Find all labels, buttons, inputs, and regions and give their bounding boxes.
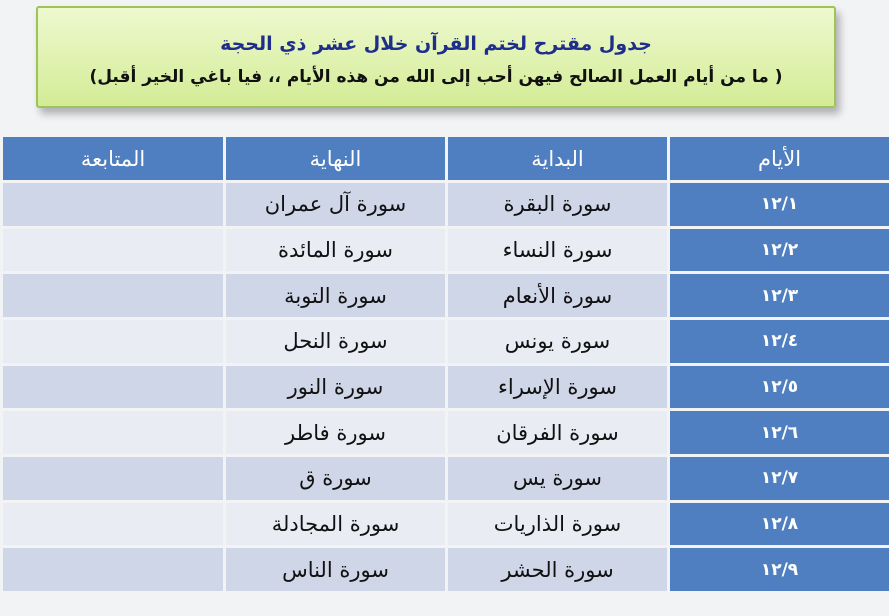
day-cell: ١٢/٤ bbox=[670, 320, 889, 363]
table-row bbox=[3, 411, 889, 454]
followup-cell[interactable] bbox=[3, 320, 223, 363]
day-cell: ١٢/٩ bbox=[670, 548, 889, 591]
day-cell: ١٢/٦ bbox=[670, 411, 889, 454]
start-cell: سورة الإسراء bbox=[448, 366, 667, 409]
start-cell: سورة الأنعام bbox=[448, 274, 667, 317]
day-cell: ١٢/٥ bbox=[670, 366, 889, 409]
day-cell: ١٢/٨ bbox=[670, 503, 889, 546]
followup-cell[interactable] bbox=[3, 457, 223, 500]
followup-cell[interactable] bbox=[3, 229, 223, 272]
end-cell: سورة ق bbox=[226, 457, 445, 500]
start-cell: سورة يس bbox=[448, 457, 667, 500]
header-followup: المتابعة bbox=[3, 137, 223, 180]
start-cell: سورة الذاريات bbox=[448, 503, 667, 546]
day-cell: ١٢/٢ bbox=[670, 229, 889, 272]
header-start: البداية bbox=[448, 137, 667, 180]
followup-cell[interactable] bbox=[3, 183, 223, 226]
end-cell: سورة المائدة bbox=[226, 229, 445, 272]
table-row bbox=[3, 457, 889, 500]
title-banner bbox=[36, 6, 836, 108]
start-cell: سورة النساء bbox=[448, 229, 667, 272]
end-cell: سورة النور bbox=[226, 366, 445, 409]
day-cell: ١٢/١ bbox=[670, 183, 889, 226]
start-cell: سورة الحشر bbox=[448, 548, 667, 591]
followup-cell[interactable] bbox=[3, 503, 223, 546]
followup-cell[interactable] bbox=[3, 274, 223, 317]
header-days: الأيام bbox=[670, 137, 889, 180]
day-cell: ١٢/٧ bbox=[670, 457, 889, 500]
banner-title: جدول مقترح لختم القرآن خلال عشر ذي الحجة bbox=[220, 33, 652, 55]
banner-subtitle: ( ما من أيام العمل الصالح فيهن أحب إلى الله من هذه الأيام ،، فيا باغي الخير أقبل) bbox=[89, 67, 783, 87]
start-cell: سورة البقرة bbox=[448, 183, 667, 226]
header-end: النهاية bbox=[226, 137, 445, 180]
followup-cell[interactable] bbox=[3, 548, 223, 591]
start-cell: سورة الفرقان bbox=[448, 411, 667, 454]
table-row bbox=[3, 274, 889, 317]
day-cell: ١٢/٣ bbox=[670, 274, 889, 317]
followup-cell[interactable] bbox=[3, 366, 223, 409]
end-cell: سورة النحل bbox=[226, 320, 445, 363]
end-cell: سورة فاطر bbox=[226, 411, 445, 454]
start-cell: سورة يونس bbox=[448, 320, 667, 363]
followup-cell[interactable] bbox=[3, 411, 223, 454]
table-row bbox=[3, 183, 889, 226]
table-row bbox=[3, 366, 889, 409]
end-cell: سورة التوبة bbox=[226, 274, 445, 317]
table-row bbox=[3, 548, 889, 591]
end-cell: سورة المجادلة bbox=[226, 503, 445, 546]
quran-schedule-table bbox=[0, 134, 889, 594]
table-row bbox=[3, 320, 889, 363]
table-header-row bbox=[3, 137, 889, 180]
table-row bbox=[3, 229, 889, 272]
end-cell: سورة الناس bbox=[226, 548, 445, 591]
table-row bbox=[3, 503, 889, 546]
end-cell: سورة آل عمران bbox=[226, 183, 445, 226]
